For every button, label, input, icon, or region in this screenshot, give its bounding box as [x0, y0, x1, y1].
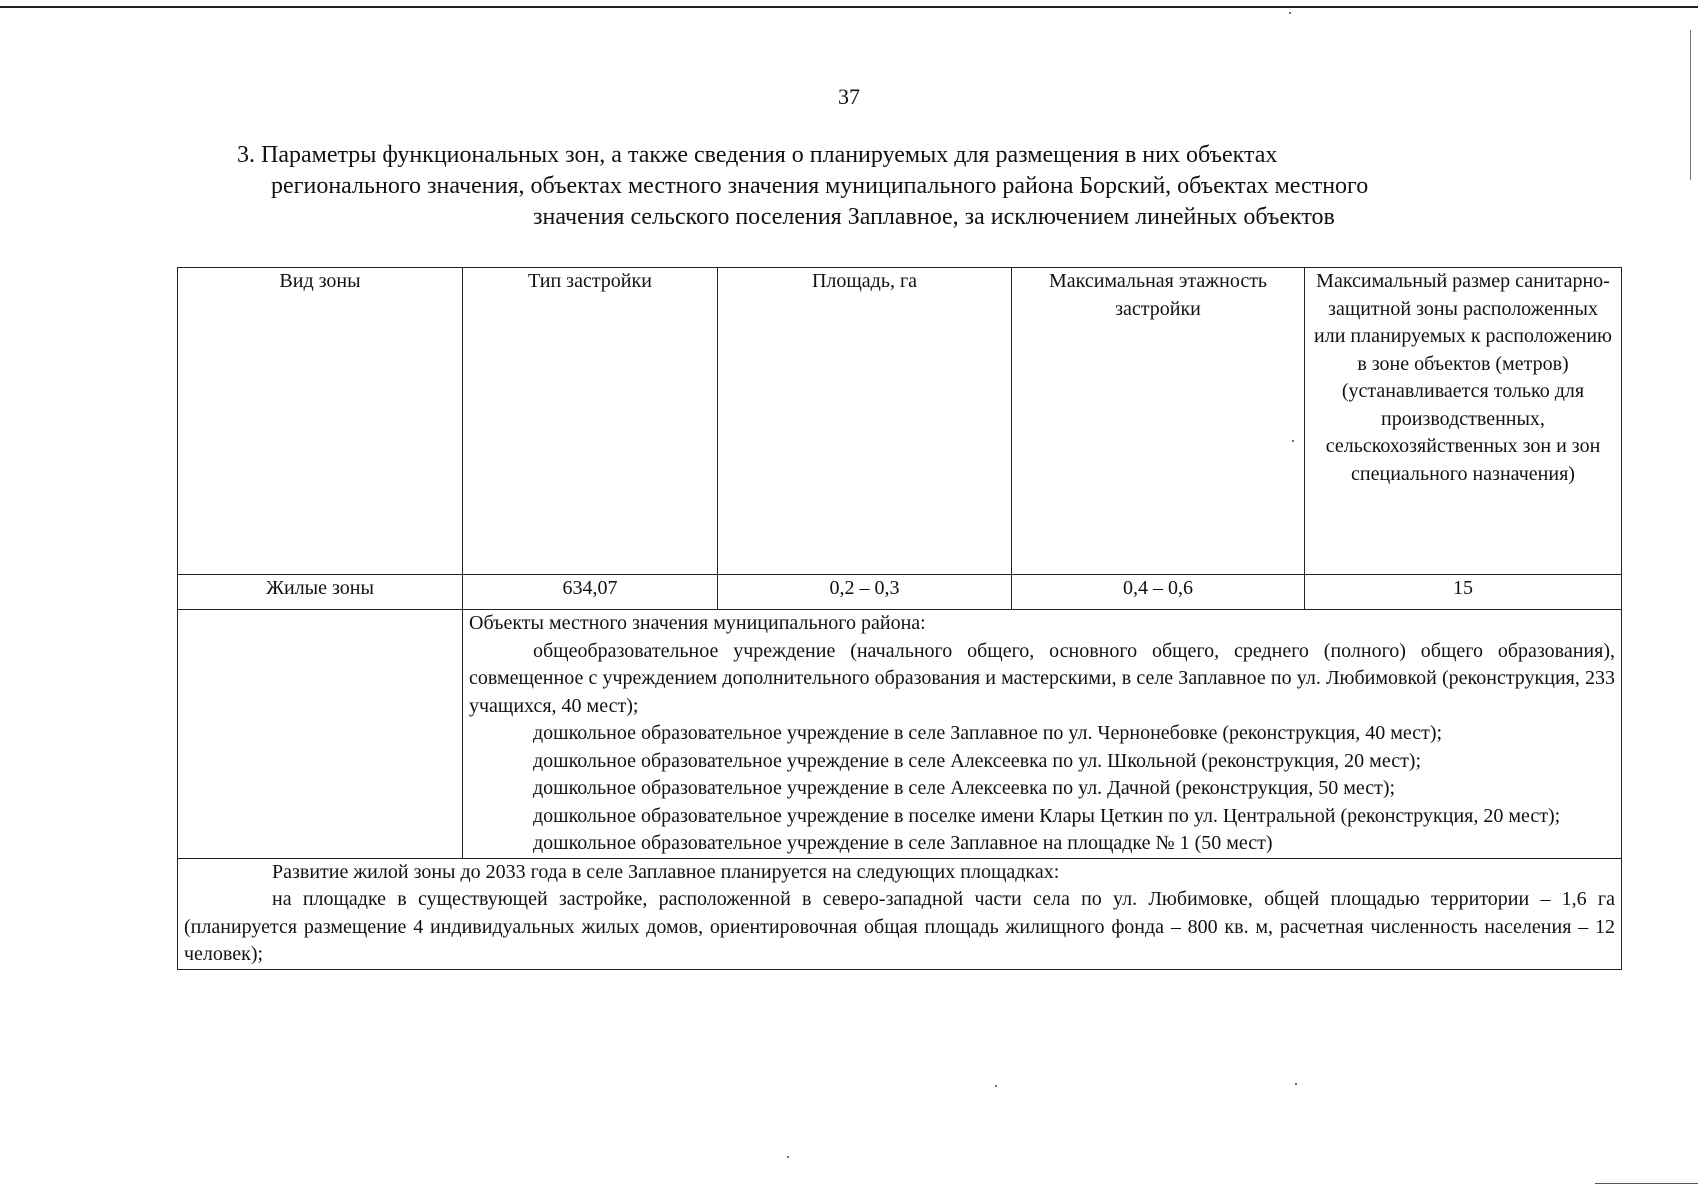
scan-speck: [1295, 1083, 1297, 1085]
list-item: общеобразовательное учреждение (начального общего, основного общего, среднего (полного) общего образования), совмещенное с учреждением дополнительного образования и мастерскими, в селе Заплавное по ул. Любимовкой (реконструкция, 233 учащихся, 40 мест);: [469, 639, 1615, 717]
objects-title: Объекты местного значения муниципального района:: [469, 612, 926, 634]
table-header-row: [178, 268, 1622, 575]
development-cell: [178, 858, 1622, 969]
heading-line: 3. Параметры функциональных зон, а также сведения о планируемых для размещения в них объектах: [237, 142, 1278, 168]
scan-speck: [787, 1156, 789, 1158]
list-item: дошкольное образовательное учреждение в селе Заплавное по ул. Чернонебовке (реконструкция, 40 мест);: [533, 722, 1443, 744]
scan-speck: [1289, 12, 1291, 14]
cell-building-type: 634,07: [463, 575, 718, 610]
development-row: [178, 858, 1622, 969]
development-intro: Развитие жилой зоны до 2033 года в селе Заплавное планируется на следующих площадках:: [272, 860, 1060, 883]
scan-speck: [995, 1085, 997, 1087]
list-item: дошкольное образовательное учреждение в селе Алексеевка по ул. Дачной (реконструкция, 50 мест);: [533, 777, 1396, 799]
page-number: 37: [838, 84, 860, 109]
cell-sanitary-zone: 15: [1305, 575, 1622, 610]
cell-area: 0,2 – 0,3: [718, 575, 1012, 610]
objects-empty-cell: [178, 610, 463, 859]
list-item: дошкольное образовательное учреждение в селе Заплавное на площадке № 1 (50 мест): [533, 832, 1273, 854]
header-zone-type: Вид зоны: [178, 268, 463, 575]
list-item: дошкольное образовательное учреждение в поселке имени Клары Цеткин по ул. Центральной (реконструкция, 20 мест);: [533, 804, 1561, 827]
objects-row: [178, 610, 1622, 859]
cell-zone-type: Жилые зоны: [178, 575, 463, 610]
heading-line: регионального значения, объектах местного значения муниципального района Борский, объектах местного: [271, 173, 1369, 199]
objects-cell: [463, 610, 1622, 859]
header-sanitary-zone: Максимальный размер санитарно-защитной зоны расположенных или планируемых к расположению в зоне объектов (метров) (устанавливается только для производственных, сельскохозяйственных зон и зон специального назначения): [1305, 268, 1622, 575]
scan-top-border: [0, 6, 1698, 8]
table-row: [178, 575, 1622, 610]
header-max-floors: Максимальная этажность застройки: [1012, 268, 1305, 575]
development-item: на площадке в существующей застройке, расположенной в северо-западной части села по ул. Любимовке, общей площадью территории – 1,6 га (планируется размещение 4 индивидуальных жилых домов, ориентировочная общая площадь жилищного фонда – 800 кв. м, расчетная численность населения – 12 человек);: [184, 888, 1615, 965]
functional-zones-table: [177, 267, 1622, 970]
list-item: дошкольное образовательное учреждение в селе Алексеевка по ул. Школьной (реконструкция, 20 мест);: [533, 749, 1422, 772]
cell-max-floors: 0,4 – 0,6: [1012, 575, 1305, 610]
header-building-type: Тип застройки: [463, 268, 718, 575]
scan-bottom-mark: [1595, 1183, 1698, 1184]
header-area: Площадь, га: [718, 268, 1012, 575]
heading-line: значения сельского поселения Заплавное, за исключением линейных объектов: [533, 204, 1335, 230]
